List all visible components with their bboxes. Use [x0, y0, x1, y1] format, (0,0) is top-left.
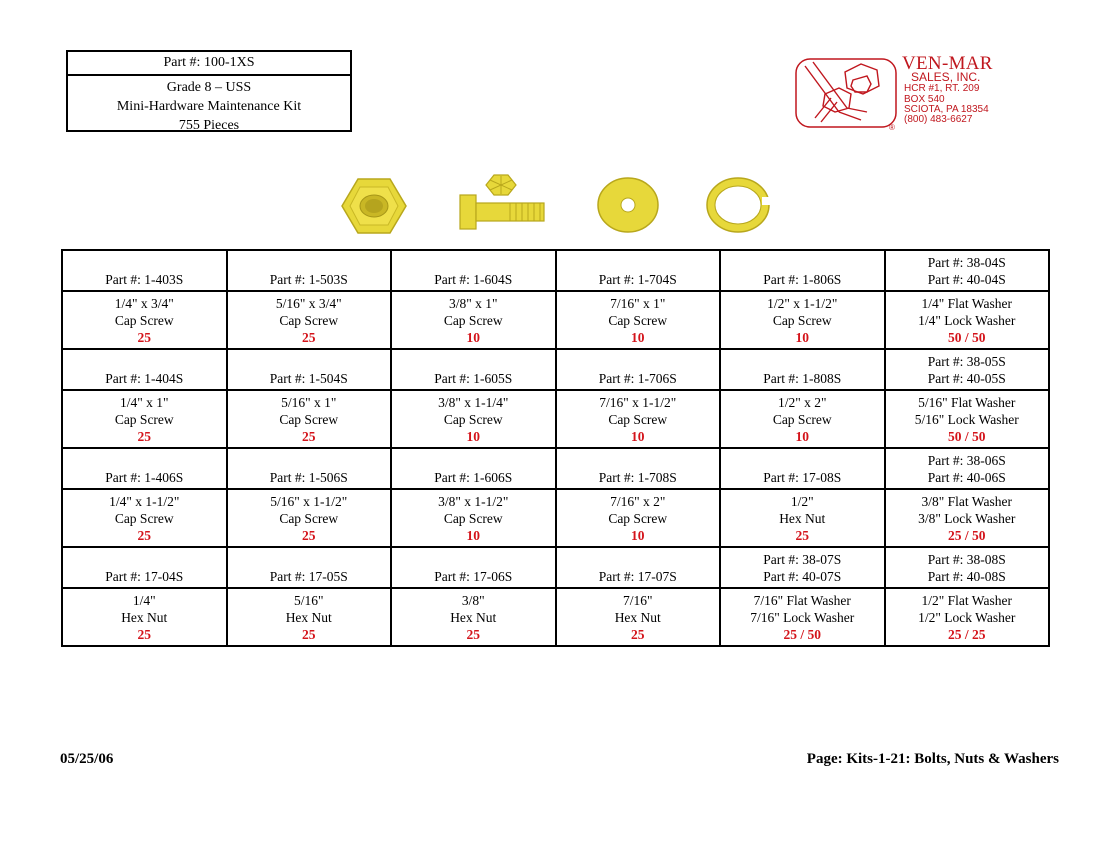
description-cell	[720, 489, 885, 547]
part-number: Part #: 17-06S	[434, 569, 513, 584]
description-cell	[885, 291, 1050, 349]
item-description: Cap Screw	[279, 510, 339, 526]
part-number: Part #: 38-05S	[927, 354, 1006, 369]
part-number-cell	[720, 349, 885, 390]
hardware-icons	[0, 170, 1111, 240]
part-number-cell	[885, 250, 1050, 291]
item-description: Cap Screw	[279, 411, 339, 427]
item-description: Cap Screw	[443, 510, 503, 526]
logo-subtitle: SALES, INC.	[911, 70, 981, 84]
item-quantity: 25	[302, 626, 316, 642]
item-quantity: 25 / 50	[947, 527, 986, 543]
item-description: 3/8" x 1-1/4"	[438, 394, 509, 410]
item-description: 3/8" Lock Washer	[918, 510, 1016, 526]
item-quantity: 25	[137, 626, 151, 642]
description-cell	[556, 588, 721, 646]
item-quantity: 25	[631, 626, 645, 642]
part-number: Part #: 1-403S	[105, 272, 184, 287]
part-number-cell	[391, 448, 556, 489]
item-description: Cap Screw	[443, 312, 503, 328]
part-number: Part #: 40-04S	[927, 272, 1006, 287]
part-number-cell	[720, 547, 885, 588]
item-quantity: 10	[631, 428, 645, 444]
item-description: 1/2" x 2"	[777, 394, 827, 410]
item-quantity: 50 / 50	[947, 329, 986, 345]
item-description: 5/16" Flat Washer	[918, 394, 1016, 410]
logo-bolt-nut-icon	[795, 58, 903, 132]
item-description: Cap Screw	[443, 411, 503, 427]
part-number: Part #: 38-08S	[927, 552, 1006, 567]
description-cell	[556, 390, 721, 448]
part-number-cell	[720, 448, 885, 489]
part-number: Part #: 1-708S	[598, 470, 677, 485]
item-description: Hex Nut	[450, 609, 497, 625]
description-cell	[391, 489, 556, 547]
item-description: 7/16" x 2"	[610, 493, 666, 509]
item-quantity: 10	[466, 329, 480, 345]
description-cell	[391, 588, 556, 646]
part-number-cell	[556, 250, 721, 291]
part-number: Part #: 38-07S	[763, 552, 842, 567]
item-description: Cap Screw	[772, 312, 832, 328]
part-number: Part #: 1-706S	[598, 371, 677, 386]
lock-washer-icon	[704, 175, 772, 235]
item-description: Cap Screw	[114, 411, 174, 427]
part-number-cell	[227, 547, 392, 588]
item-description: 5/16" x 1"	[281, 394, 337, 410]
description-cell	[227, 390, 392, 448]
part-number: Part #: 1-506S	[269, 470, 348, 485]
item-description: 3/8" x 1-1/2"	[438, 493, 509, 509]
item-description: 1/2" Lock Washer	[918, 609, 1016, 625]
description-cell	[556, 291, 721, 349]
part-number-cell	[556, 448, 721, 489]
part-number-cell	[62, 547, 227, 588]
part-number-cell	[62, 349, 227, 390]
table-row-description	[62, 588, 1049, 646]
part-number: Part #: 17-04S	[105, 569, 184, 584]
part-number-cell	[227, 448, 392, 489]
item-quantity: 25	[302, 428, 316, 444]
description-cell	[227, 588, 392, 646]
logo-brand: VEN-MAR	[902, 53, 993, 74]
item-description: 1/4" Flat Washer	[921, 295, 1012, 311]
item-quantity: 25 / 50	[783, 626, 821, 642]
item-quantity: 10	[466, 527, 480, 543]
item-description: 1/4" x 1-1/2"	[109, 493, 180, 509]
item-quantity: 10	[795, 329, 809, 345]
part-number: Part #: 1-605S	[434, 371, 513, 386]
description-cell	[391, 291, 556, 349]
table-row-parts	[62, 349, 1049, 390]
kit-title-box	[66, 50, 352, 132]
description-cell	[720, 291, 885, 349]
item-description: Cap Screw	[114, 510, 174, 526]
item-description: Cap Screw	[772, 411, 832, 427]
item-description: 3/8"	[461, 592, 485, 608]
table-row-description	[62, 291, 1049, 349]
part-number-cell	[720, 250, 885, 291]
item-description: 7/16"	[622, 592, 653, 608]
footer-date: 05/25/06	[60, 751, 114, 767]
logo-phone: (800) 483-6627	[904, 114, 973, 125]
item-description: 5/16" x 1-1/2"	[270, 493, 348, 509]
description-cell	[885, 390, 1050, 448]
description-cell	[556, 489, 721, 547]
item-description: Cap Screw	[608, 411, 668, 427]
part-number: Part #: 40-06S	[927, 470, 1006, 485]
hex-nut-icon	[340, 177, 408, 235]
footer-page: Page: Kits-1-21: Bolts, Nuts & Washers	[806, 751, 1059, 767]
description-cell	[391, 390, 556, 448]
item-quantity: 10	[795, 428, 809, 444]
registered-mark: ®	[889, 123, 895, 132]
parts-table	[61, 249, 1050, 647]
description-cell	[227, 291, 392, 349]
item-description: 7/16" Flat Washer	[753, 592, 851, 608]
item-description: 1/4"	[132, 592, 156, 608]
description-cell	[62, 489, 227, 547]
kit-part-number: Part #: 100-1XS	[68, 52, 350, 76]
part-number: Part #: 1-808S	[763, 371, 842, 386]
company-logo	[795, 53, 1025, 133]
part-number-cell	[556, 547, 721, 588]
part-number: Part #: 1-504S	[269, 371, 348, 386]
table-row-description	[62, 489, 1049, 547]
table-row-parts	[62, 448, 1049, 489]
item-quantity: 10	[631, 527, 645, 543]
table-row-parts	[62, 250, 1049, 291]
description-cell	[227, 489, 392, 547]
part-number: Part #: 17-07S	[598, 569, 677, 584]
item-description: 7/16" x 1-1/2"	[599, 394, 677, 410]
item-description: Hex Nut	[121, 609, 168, 625]
item-description: Cap Screw	[114, 312, 174, 328]
kit-grade: Grade 8 – USS	[166, 80, 252, 95]
item-quantity: 25	[795, 527, 809, 543]
part-number: Part #: 1-503S	[269, 272, 348, 287]
item-quantity: 25	[137, 428, 151, 444]
item-quantity: 25	[466, 626, 480, 642]
item-description: 7/16" Lock Washer	[750, 609, 855, 625]
flat-washer-icon	[596, 176, 660, 234]
item-description: 7/16" x 1"	[610, 295, 666, 311]
part-number: Part #: 40-07S	[763, 569, 842, 584]
logo-address-line: BOX 540	[904, 94, 945, 105]
description-cell	[62, 390, 227, 448]
item-description: 1/2" x 1-1/2"	[767, 295, 838, 311]
item-quantity: 25	[302, 527, 316, 543]
item-quantity: 25	[137, 527, 151, 543]
kit-name: Mini-Hardware Maintenance Kit	[116, 99, 302, 114]
part-number-cell	[556, 349, 721, 390]
item-description: Cap Screw	[608, 312, 668, 328]
part-number-cell	[391, 250, 556, 291]
item-description: 3/8" Flat Washer	[921, 493, 1012, 509]
logo-address-line: HCR #1, RT. 209	[904, 83, 980, 94]
description-cell	[720, 390, 885, 448]
item-description: 5/16"	[293, 592, 324, 608]
item-description: Cap Screw	[608, 510, 668, 526]
item-description: 3/8" x 1"	[448, 295, 498, 311]
hex-bolt-icon	[458, 173, 548, 231]
description-cell	[62, 588, 227, 646]
part-number-cell	[227, 250, 392, 291]
item-quantity: 25	[302, 329, 316, 345]
part-number-cell	[62, 250, 227, 291]
description-cell	[885, 489, 1050, 547]
part-number-cell	[391, 349, 556, 390]
part-number: Part #: 1-806S	[763, 272, 842, 287]
item-description: 1/4" Lock Washer	[918, 312, 1016, 328]
part-number: Part #: 40-05S	[927, 371, 1006, 386]
item-quantity: 10	[631, 329, 645, 345]
item-quantity: 10	[466, 428, 480, 444]
part-number: Part #: 38-04S	[927, 255, 1006, 270]
item-description: 5/16" Lock Washer	[914, 411, 1019, 427]
item-description: 1/4" x 3/4"	[114, 295, 174, 311]
item-description: Cap Screw	[279, 312, 339, 328]
part-number-cell	[885, 448, 1050, 489]
item-quantity: 50 / 50	[947, 428, 986, 444]
part-number: Part #: 1-604S	[434, 272, 513, 287]
item-description: 5/16" x 3/4"	[275, 295, 342, 311]
part-number: Part #: 17-05S	[269, 569, 348, 584]
table-row-description	[62, 390, 1049, 448]
part-number-cell	[885, 547, 1050, 588]
part-number-cell	[227, 349, 392, 390]
kit-pieces: 755 Pieces	[178, 118, 240, 133]
part-number: Part #: 17-08S	[763, 470, 842, 485]
part-number: Part #: 1-404S	[105, 371, 184, 386]
item-description: 1/2"	[790, 493, 814, 509]
item-description: Hex Nut	[614, 609, 661, 625]
part-number: Part #: 38-06S	[927, 453, 1006, 468]
item-description: Hex Nut	[285, 609, 332, 625]
part-number: Part #: 1-406S	[105, 470, 184, 485]
description-cell	[885, 588, 1050, 646]
part-number: Part #: 1-606S	[434, 470, 513, 485]
description-cell	[62, 291, 227, 349]
part-number: Part #: 1-704S	[598, 272, 677, 287]
part-number-cell	[62, 448, 227, 489]
part-number-cell	[391, 547, 556, 588]
logo-address-line: SCIOTA, PA 18354	[904, 104, 989, 115]
part-number-cell	[885, 349, 1050, 390]
item-quantity: 25	[137, 329, 151, 345]
item-description: 1/4" x 1"	[119, 394, 169, 410]
description-cell	[720, 588, 885, 646]
item-description: 1/2" Flat Washer	[921, 592, 1012, 608]
table-row-parts	[62, 547, 1049, 588]
item-description: Hex Nut	[779, 510, 826, 526]
part-number: Part #: 40-08S	[927, 569, 1006, 584]
item-quantity: 25 / 25	[947, 626, 986, 642]
